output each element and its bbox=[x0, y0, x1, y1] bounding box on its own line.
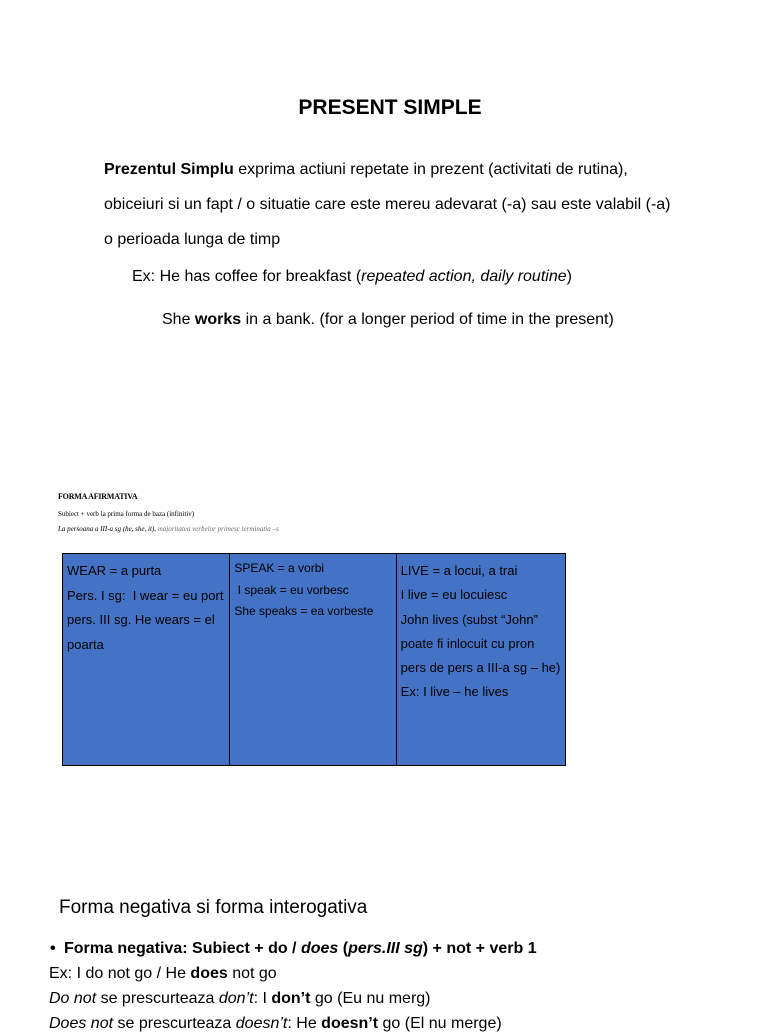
example-one-suffix: ) bbox=[566, 268, 572, 285]
negative-bullet-does: does bbox=[300, 940, 339, 957]
negative-bullet-label: Forma negativa bbox=[64, 940, 183, 957]
bullet-icon: • bbox=[50, 940, 56, 957]
negative-example-suffix: not go bbox=[227, 965, 277, 982]
negative-bullet-pers: pers.III sg bbox=[348, 940, 423, 957]
negative-heading: Forma negativa si forma interogativa bbox=[59, 897, 368, 918]
intro-text: exprima actiuni repetate in prezent (activitati de rutina), obiceiuri si un fapt / o situatie care este mereu adevarat (-a) sau este valabil (-a) o perioada lunga de timp bbox=[104, 161, 671, 248]
abbr2-bold: doesn’t bbox=[321, 1015, 379, 1032]
verb-line: LIVE = a locui, a trai bbox=[400, 563, 518, 578]
abbr2-italic2: doesn’t bbox=[235, 1015, 288, 1032]
abbr1-colon: : I bbox=[253, 990, 272, 1007]
abbr1-italic: Do not bbox=[49, 990, 97, 1007]
verb-line: WEAR = a purta bbox=[67, 563, 162, 578]
intro-term: Prezentul Simplu bbox=[104, 161, 234, 178]
abbreviation-do-not bbox=[49, 990, 431, 1008]
example-one-prefix: Ex: He has coffee for breakfast ( bbox=[132, 268, 362, 285]
verb-cell-speak bbox=[230, 554, 396, 765]
abbr2-mid: se prescurteaza bbox=[113, 1015, 236, 1032]
verb-cell-live bbox=[397, 554, 565, 765]
verb-table bbox=[62, 553, 566, 766]
abbr2-colon: : He bbox=[287, 1015, 322, 1032]
example-two-prefix: She bbox=[162, 311, 195, 328]
abbr1-italic2: don’t bbox=[218, 990, 254, 1007]
verb-line: pers. III sg. He wears = el poarta bbox=[67, 612, 219, 652]
example-two-suffix: in a bank. (for a longer period of time in the present) bbox=[241, 311, 614, 328]
example-two-bold: works bbox=[194, 311, 242, 328]
affirmative-note bbox=[58, 525, 279, 533]
verb-line: She speaks = ea vorbeste bbox=[234, 604, 374, 618]
verb-line: SPEAK = a vorbi bbox=[234, 561, 325, 575]
negative-bullet bbox=[50, 940, 537, 958]
negative-example bbox=[49, 965, 277, 983]
abbr1-end: go (Eu nu merg) bbox=[310, 990, 431, 1007]
affirmative-rule: Subiect + verb la prima forma de baza (infinitiv) bbox=[58, 510, 195, 518]
negative-example-bold: does bbox=[190, 965, 228, 982]
intro-paragraph bbox=[104, 152, 674, 257]
negative-bullet-paren: ( bbox=[338, 940, 349, 957]
negative-example-prefix: Ex: I do not go / He bbox=[49, 965, 191, 982]
verb-line: Ex: I live – he lives bbox=[400, 684, 509, 700]
verb-line: I speak = eu vorbesc bbox=[234, 582, 349, 597]
affirmative-title: FORMA AFIRMATIVA bbox=[58, 492, 138, 501]
verb-line: Pers. I sg: I wear = eu port bbox=[67, 587, 224, 603]
verb-line: John lives (subst “John” poate fi inlocuit cu pron pers de pers a III-a sg – he) bbox=[400, 611, 561, 676]
abbr1-mid: se prescurteaza bbox=[96, 990, 219, 1007]
verb-line: I live = eu locuiesc bbox=[400, 587, 508, 603]
affirmative-note-italic: La persoana a III-a sg (he, she, it), bbox=[58, 525, 156, 533]
abbr2-italic: Does not bbox=[49, 1015, 114, 1032]
abbr2-end: go (El nu merge) bbox=[378, 1015, 502, 1032]
page-title: PRESENT SIMPLE bbox=[298, 96, 482, 119]
example-one-italic: repeated action, daily routine bbox=[361, 268, 567, 285]
abbr1-bold: don’t bbox=[271, 990, 311, 1007]
abbreviation-does-not bbox=[49, 1015, 502, 1033]
verb-cell-wear bbox=[63, 554, 230, 765]
negative-bullet-mid: : Subiect + do / bbox=[182, 940, 301, 957]
example-one bbox=[132, 268, 572, 286]
example-two bbox=[162, 311, 614, 329]
affirmative-note-grey: majoritatea verbelor primesc terminatia –s bbox=[156, 525, 279, 533]
negative-bullet-end: ) + not + verb 1 bbox=[422, 940, 537, 957]
